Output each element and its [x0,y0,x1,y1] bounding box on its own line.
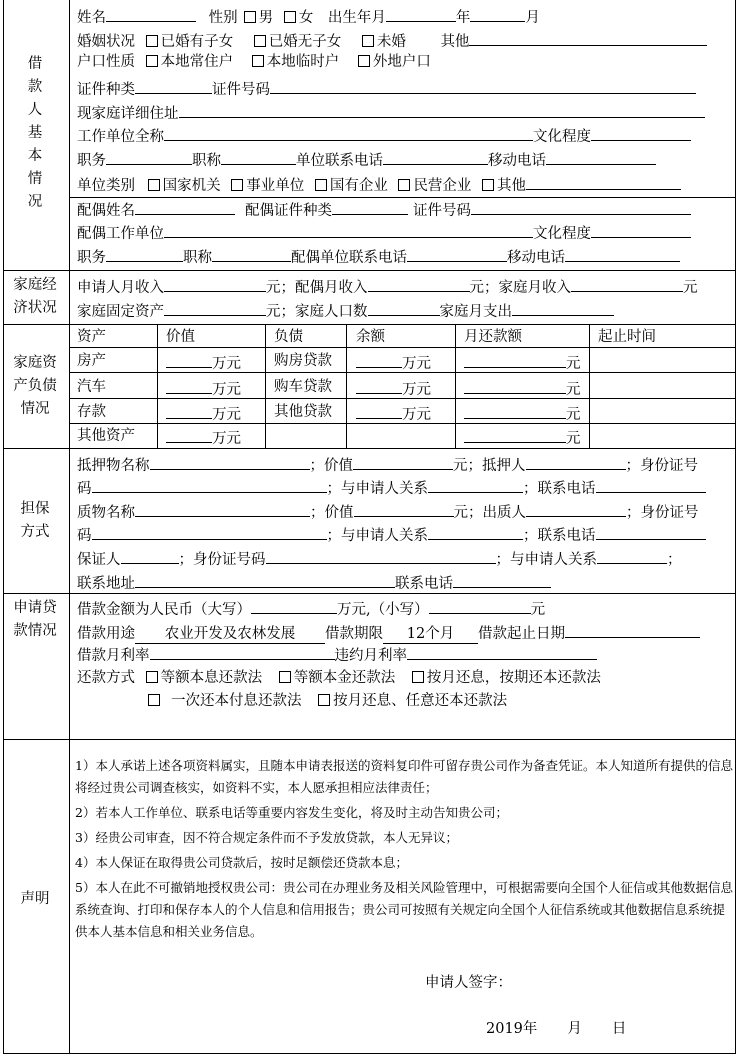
guarantor-field[interactable] [121,547,179,564]
spouse-mobile-field[interactable] [565,245,680,262]
birth-month-field[interactable] [470,5,525,22]
unmarried-checkbox[interactable] [362,35,374,47]
col-header-balance: 余额 [356,329,385,345]
value-field[interactable]: 万元 [166,402,241,425]
signature-label[interactable]: 申请人签字： [425,975,512,991]
employer-other-checkbox[interactable] [482,179,494,191]
male-checkbox[interactable] [244,11,256,23]
spouse-name-field[interactable] [135,198,235,215]
balance-field[interactable]: 万元 [356,377,431,400]
employer-phone-field[interactable] [383,148,488,165]
spouse-employer-field[interactable] [164,221,533,238]
penalty-rate-field[interactable] [407,643,597,660]
monthly-payment-field[interactable]: 元 [464,426,581,449]
asset-other: 其他资产 [77,428,135,444]
marital-other-field[interactable] [469,29,707,46]
collateral-row-2: 码 ；与申请人关系 ；联系电话 [77,476,706,499]
guarantor-row-2: 联系地址 联系电话 [77,571,551,594]
pledgor-id-field[interactable] [92,523,327,540]
local-perm-checkbox[interactable] [146,55,158,67]
purpose-field[interactable]: 农业开发及农林发展 [135,626,325,644]
loan-purpose-row: 借款用途 农业开发及农林发展 借款期限 12个月 借款起止日期 [77,621,700,644]
outside-checkbox[interactable] [358,55,370,67]
balance-field[interactable]: 万元 [356,402,431,425]
female-checkbox[interactable] [284,11,296,23]
pledgor-field[interactable] [526,500,626,517]
debt-mortgage: 购房贷款 [274,353,332,369]
col-header-asset: 资产 [77,329,106,345]
pledge-row-2: 码 ；与申请人关系 ；联系电话 [77,523,706,546]
name-field[interactable] [106,5,196,22]
asset-car: 汽车 [77,379,106,395]
monthly-rate-field[interactable] [150,643,335,660]
married-child-checkbox[interactable] [146,35,158,47]
id-type-field[interactable] [135,77,212,94]
mortgagor-phone-field[interactable] [596,476,706,493]
spouse-id-number-field[interactable] [471,198,691,215]
method-lump-sum-checkbox[interactable] [148,694,160,706]
collateral-row: 抵押物名称 ；价值 元；抵押人 ；身份证号 [77,453,698,476]
balance-field[interactable]: 万元 [356,351,431,374]
guarantor-id-field[interactable] [266,547,496,564]
method-flexible-checkbox[interactable] [318,694,330,706]
institution-checkbox[interactable] [231,179,243,191]
method-equal-principal-checkbox[interactable] [279,671,291,683]
section-label-guarantee: 担保 方式 [20,501,50,540]
spouse-row: 配偶姓名 配偶证件种类 证件号码 [77,198,691,221]
declaration-p1: 1）本人承诺上述各项资料属实，且随本申请表报送的资料复印件可留存贵公司作为备查凭证。本人知道所有提供的信息将经过贵公司调查核实，如资料不实，本人愿承担相应法律责任； [75,758,733,795]
mortgagor-id-field[interactable] [92,476,327,493]
divider [346,324,347,448]
assets-summary-row: 家庭固定资产 元；家庭人口数 家庭月支出 [77,299,614,322]
divider [70,347,736,348]
spouse-employer-row: 配偶工作单位 文化程度 [77,221,691,244]
repayment-row: 还款方式 等额本息还款法 等额本金还款法 按月还息，按期还本还款法 [77,670,601,686]
loan-dates-field[interactable] [565,621,700,638]
section-label-assets: 家庭资 产负债 情况 [13,355,57,417]
position-field[interactable] [106,148,192,165]
loan-rate-row: 借款月利率 违约月利率 [77,643,597,666]
id-number-field[interactable] [270,77,696,94]
collateral-field[interactable] [150,453,310,470]
declaration-p3: 3）经贵公司审查，因不符合规定条件而不予发放贷款，本人无异议； [75,830,458,845]
id-row: 证件种类 证件号码 [77,77,696,100]
declaration-p4: 4）本人保证在取得贵公司贷款后，按时足额偿还贷款本息； [75,855,408,870]
section-label-borrower: 借款人基本情况 [27,56,43,210]
monthly-payment-field[interactable]: 元 [464,377,581,400]
family-income-field[interactable] [571,275,683,292]
divider [589,324,590,448]
address-field[interactable] [179,101,705,118]
private-checkbox[interactable] [398,179,410,191]
section-label-economy: 家庭经 济状况 [13,277,57,316]
signature-date: 2019年 月 日 [486,1021,627,1037]
position-row: 职务 职称 单位联系电话 移动电话 [77,148,656,171]
divider [69,0,70,1054]
spouse-income-field[interactable] [368,275,470,292]
guarantor-relation-field[interactable] [597,547,667,564]
value-field[interactable]: 万元 [166,351,241,374]
spouse-id-type-field[interactable] [332,198,408,215]
repayment-row-2: 一次还本付息还款法 按月还息、任意还本还款法 [142,691,507,711]
spouse-position-field[interactable] [106,245,183,262]
spouse-education-field[interactable] [591,221,691,238]
married-nochild-checkbox[interactable] [254,35,266,47]
asset-house: 房产 [77,353,106,369]
guarantor-address-field[interactable] [135,571,395,588]
gov-checkbox[interactable] [148,179,160,191]
amount-upper-field[interactable] [251,597,337,614]
mobile-field[interactable] [546,148,656,165]
asset-deposit: 存款 [77,404,106,420]
debt-car-loan: 购车贷款 [274,379,332,395]
divider [157,324,158,448]
pledge-row: 质物名称 ；价值 元；出质人 ；身份证号 [77,500,699,523]
declaration-p2: 2）若本人工作单位、联系电话等重要内容发生变化，将及时主动告知贵公司； [75,805,508,820]
method-equal-installment-checkbox[interactable] [146,671,158,683]
method-monthly-interest-checkbox[interactable] [412,671,424,683]
pledge-field[interactable] [135,500,310,517]
population-field[interactable] [368,299,440,316]
title-field[interactable] [221,148,296,165]
value-field[interactable]: 万元 [166,377,241,400]
value-field[interactable]: 万元 [166,426,241,449]
divider [3,739,736,740]
col-header-debt: 负债 [274,329,303,345]
term-field[interactable]: 12个月 [383,626,478,644]
divider [3,270,736,271]
debt-other-loan: 其他贷款 [274,404,332,420]
section-label-loan: 申请贷 款情况 [13,600,57,639]
education-field[interactable] [591,124,691,141]
household-row: 户口性质 本地常住户 本地临时户 外地户口 [77,54,431,70]
loan-amount-row: 借款金额为人民币（大写） 万元,（小写） 元 [77,597,545,620]
mortgagor-field[interactable] [526,453,626,470]
name-row: 姓名 性别 男 女 出生年月 年 月 [77,5,540,28]
divider [265,324,266,448]
pledgor-phone-field[interactable] [596,523,706,540]
pledge-value-field[interactable] [354,500,454,517]
income-row: 申请人月收入 元；配偶月收入 元；家庭月收入 元 [77,275,698,298]
collateral-value-field[interactable] [353,453,453,470]
employer-type-row: 单位类别 国家机关 事业单位 国有企业 民营企业 其他 [77,173,681,196]
col-header-value: 价值 [166,329,195,345]
soe-checkbox[interactable] [315,179,327,191]
divider [3,448,736,449]
monthly-expense-field[interactable] [512,299,614,316]
employer-row: 工作单位全称 文化程度 [77,124,691,147]
birth-year-field[interactable] [386,5,456,22]
mortgagor-relation-field[interactable] [428,476,523,493]
spouse-title-field[interactable] [212,245,291,262]
local-temp-checkbox[interactable] [252,55,264,67]
marital-row: 婚姻状况 已婚有子女 已婚无子女 未婚 其他 [77,29,707,52]
guarantor-row: 保证人 ；身份证号码 ；与申请人关系 ； [77,547,682,570]
monthly-payment-field[interactable]: 元 [464,402,581,425]
section-label-declaration: 声明 [20,891,50,907]
employer-other-field[interactable] [526,173,681,190]
declaration-text [75,755,735,943]
col-header-period: 起止时间 [598,329,656,345]
employer-field[interactable] [164,124,533,141]
spouse-position-row: 职务 职称 配偶单位联系电话 移动电话 [77,245,680,268]
guarantor-phone-field[interactable] [453,571,551,588]
applicant-income-field[interactable] [164,275,266,292]
monthly-payment-field[interactable]: 元 [464,351,581,374]
fixed-assets-field[interactable] [164,299,266,316]
amount-lower-field[interactable] [429,597,531,614]
pledgor-relation-field[interactable] [428,523,523,540]
col-header-monthly: 月还款额 [464,329,522,345]
declaration-p5: 5）本人在此不可撤销地授权贵公司：贵公司在办理业务及相关风险管理中，可根据需要向全国个人征信或其他数据信息系统查询、打印和保存本人的个人信息和信用报告；贵公司可按照有关规定向全国个人征信系统或其他数据信息系统提供本人基本信息和相关业务信息。 [75,880,733,939]
address-row: 现家庭详细住址 [77,101,705,124]
divider [3,324,736,325]
divider [455,324,456,448]
spouse-employer-phone-field[interactable] [407,245,507,262]
